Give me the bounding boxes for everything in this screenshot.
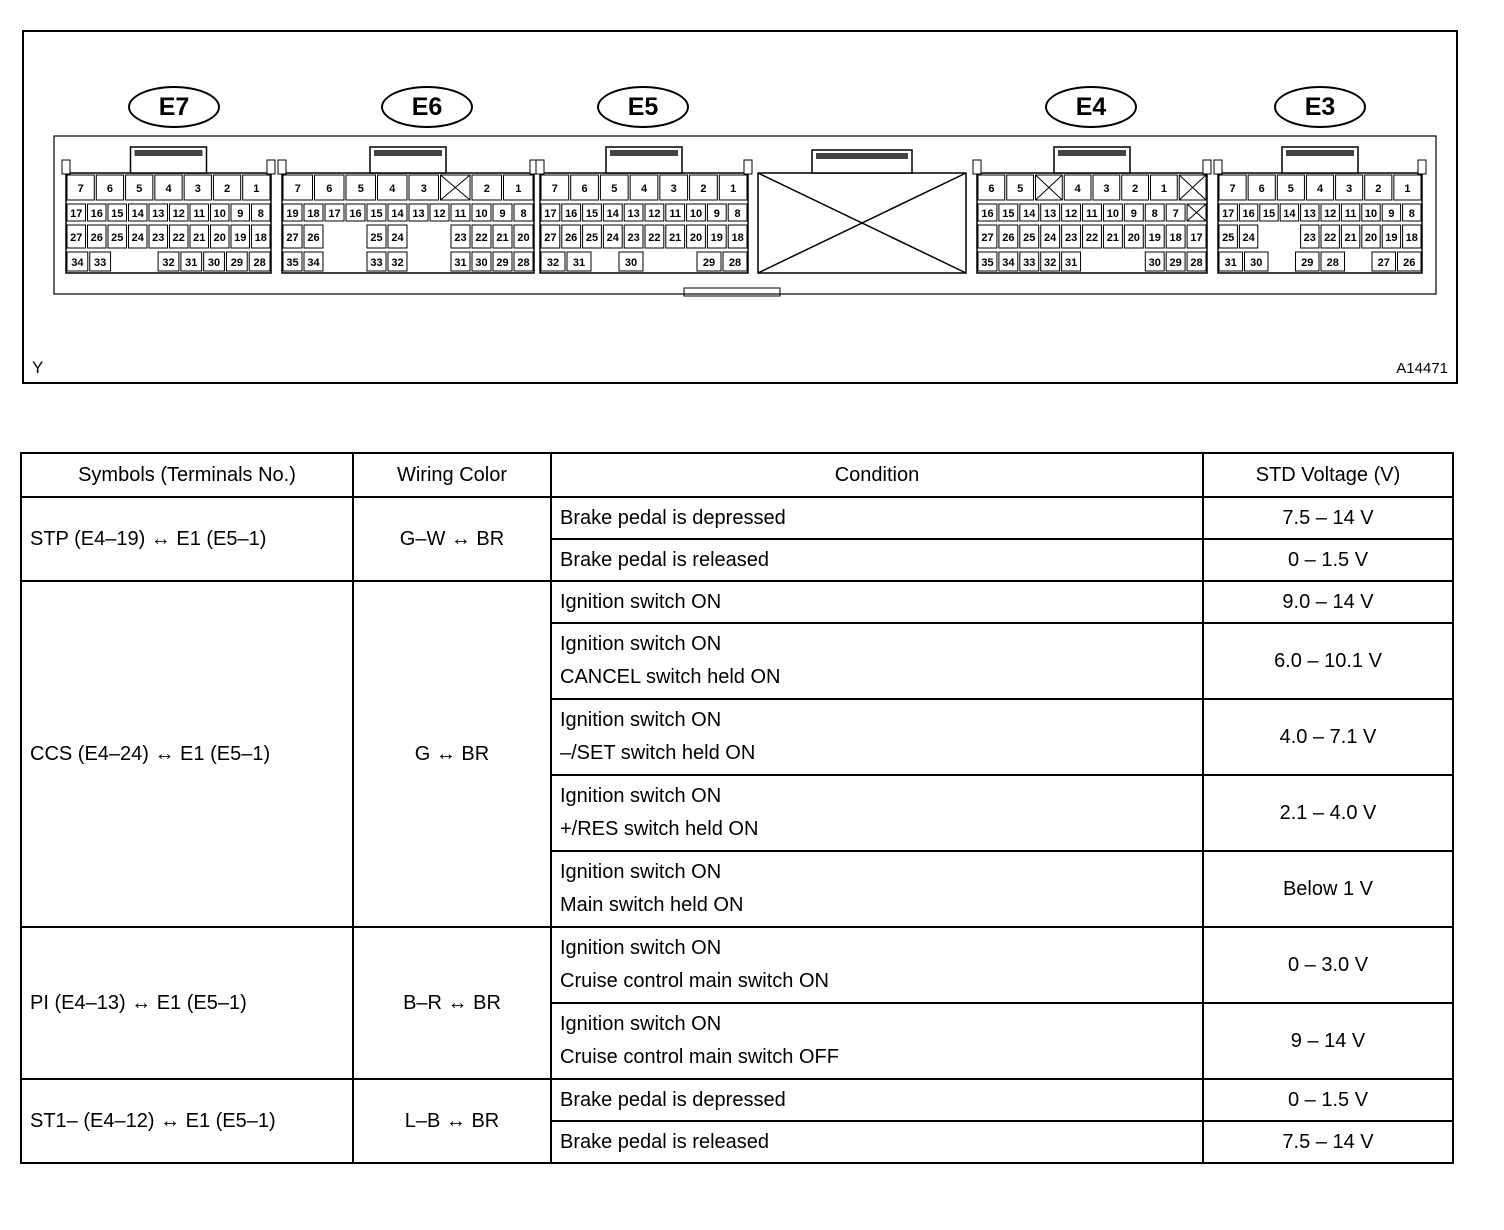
pin-label: 32 [546,257,560,269]
pin-label: 13 [412,208,425,220]
condition-line: CANCEL switch held ON [560,666,781,688]
pin-label: 33 [94,257,107,269]
voltage-cell: 2.1 – 4.0 V [1203,775,1453,851]
pin-label: 29 [1301,257,1314,269]
pin-label: 27 [544,232,557,244]
pin-label: 23 [454,232,467,244]
pin-label: 4 [1316,183,1324,195]
condition-cell [551,699,1203,775]
pin-label: 20 [689,232,703,244]
pin-label: 24 [1242,232,1255,244]
pin-label: 9 [237,208,244,220]
header-wiring: Wiring Color [353,453,551,497]
pin-label: 19 [710,232,723,244]
pin-label: 17 [70,208,83,220]
pin-label: 27 [70,232,83,244]
pin-label: 22 [1085,232,1099,244]
pin-label: 13 [1044,208,1057,220]
pin-label: 10 [1106,208,1120,220]
pin-label: 16 [981,208,994,220]
pin-label: 8 [734,208,741,220]
pin-label: 9 [1130,208,1137,220]
connector-latch-bar-e5 [610,150,678,156]
condition-line: Brake pedal is depressed [560,506,786,529]
pin-label: 5 [357,183,364,195]
blank-connector-latch-bar [816,153,908,159]
pin-label: 26 [1403,257,1416,269]
connector-key-e7 [267,160,275,174]
pin-label: 2 [700,183,707,195]
pin-label: 26 [307,232,320,244]
pin-label: 30 [1148,257,1161,269]
pin-label: 11 [669,208,682,220]
symbol-cell: PI (E4–13) ↔ E1 (E5–1) [21,927,353,1079]
pin-label: 24 [1044,232,1057,244]
header-symbols: Symbols (Terminals No.) [21,453,353,497]
pin-label: 3 [1103,183,1110,195]
pin-label: 30 [1250,257,1263,269]
pin-label: 5 [1017,183,1024,195]
pin-label: 10 [1364,208,1378,220]
condition-line: Ignition switch ON [560,1013,722,1035]
pin-label: 35 [981,257,994,269]
pin-label: 22 [172,232,185,244]
connector-label-e5: E5 [597,86,689,128]
condition-line: Cruise control main switch ON [560,970,829,992]
pin-label: 13 [152,208,165,220]
pin-label: 11 [1086,208,1098,220]
connector-label-e6: E6 [381,86,473,128]
corner-letter: Y [32,358,44,377]
pin-label: 19 [234,232,247,244]
pin-label: 27 [1377,257,1390,269]
pin-label: 18 [1405,232,1418,244]
pin-label: 2 [1132,183,1139,195]
pin-label: 21 [193,232,206,244]
condition-cell [551,623,1203,699]
pin-label: 31 [572,257,586,269]
pin-label: 22 [1324,232,1337,244]
condition-cell [551,581,1203,623]
pin-label: 32 [391,257,404,269]
pin-label: 9 [713,208,720,220]
connector-key-e3 [1418,160,1426,174]
pin-label: 1 [1160,183,1167,195]
pin-label: 17 [1222,208,1235,220]
voltage-cell: 6.0 – 10.1 V [1203,623,1453,699]
pin-label: 19 [1385,232,1398,244]
table-row [21,581,1453,623]
pin-label: 3 [420,183,427,195]
pin-label: 4 [1074,183,1081,195]
pin-label: 7 [1172,208,1179,220]
pin-label: 19 [286,208,299,220]
pin-label: 1 [1404,183,1411,195]
pin-label: 20 [1127,232,1140,244]
condition-line: Ignition switch ON [560,590,722,613]
pin-label: 4 [389,183,396,195]
pin-label: 28 [253,257,266,269]
pin-label: 12 [1064,208,1078,220]
pin-label: 20 [213,232,226,244]
voltage-spec-table [20,452,1454,1164]
pin-label: 25 [111,232,124,244]
voltage-cell: 9.0 – 14 V [1203,581,1453,623]
pin-label: 6 [581,183,588,195]
condition-line: Ignition switch ON [560,861,722,883]
figure-id: A14471 [1396,360,1448,377]
pin-label: 15 [1262,208,1276,220]
pin-label: 10 [213,208,226,220]
connector-key-e4 [973,160,981,174]
pin-label: 5 [1287,183,1294,195]
pin-label: 25 [370,232,383,244]
pin-label: 19 [1148,232,1161,244]
pin-label: 14 [1023,208,1036,220]
symbol-cell: STP (E4–19) ↔ E1 (E5–1) [21,497,353,581]
pin-label: 6 [988,183,995,195]
condition-cell [551,497,1203,539]
pin-label: 18 [254,232,267,244]
pin-label: 11 [454,208,467,220]
ecu-connector-diagram [22,30,1458,384]
pin-label: 28 [1190,257,1203,269]
pin-label: 1 [515,183,522,195]
pin-label: 32 [162,257,175,269]
condition-cell [551,539,1203,581]
pin-label: 21 [1344,232,1357,244]
pin-label: 2 [224,183,231,195]
pin-label: 2 [483,183,490,195]
connector-key-e5 [536,160,544,174]
voltage-cell: 0 – 1.5 V [1203,539,1453,581]
connector-label-e4: E4 [1045,86,1137,128]
condition-line: Ignition switch ON [560,709,722,731]
pin-label: 28 [1326,257,1339,269]
connector-drawing [24,32,1456,382]
pin-label: 6 [106,183,113,195]
pin-label: 21 [1106,232,1120,244]
pin-label: 18 [307,208,320,220]
pin-label: 27 [981,232,994,244]
condition-line: Brake pedal is released [560,1130,770,1153]
header-condition: Condition [551,453,1203,497]
pin-label: 11 [1344,208,1357,220]
voltage-cell: 9 – 14 V [1203,1003,1453,1079]
pin-label: 12 [172,208,185,220]
pin-label: 8 [520,208,527,220]
pin-label: 29 [702,257,716,269]
pin-label: 14 [131,208,144,220]
pin-label: 15 [585,208,599,220]
pin-label: 31 [454,257,467,269]
pin-label: 29 [230,257,243,269]
pin-label: 22 [648,232,661,244]
condition-cell [551,1079,1203,1121]
condition-cell [551,927,1203,1003]
pin-label: 14 [391,208,404,220]
wiring-cell: G–W ↔ BR [353,497,551,581]
condition-cell [551,775,1203,851]
pin-label: 20 [1364,232,1378,244]
table-row [21,497,1453,539]
voltage-cell: 7.5 – 14 V [1203,497,1453,539]
pin-label: 31 [1064,257,1078,269]
pin-label: 5 [611,183,618,195]
connector-latch-bar-e7 [135,150,203,156]
pin-label: 3 [670,183,677,195]
condition-line: Ignition switch ON [560,937,722,959]
pin-label: 34 [1002,257,1015,269]
pin-label: 15 [111,208,124,220]
connector-key-e3 [1214,160,1222,174]
connector-latch-bar-e6 [374,150,442,156]
pin-label: 17 [1190,232,1203,244]
pin-label: 23 [152,232,165,244]
condition-line: Cruise control main switch OFF [560,1046,839,1068]
pin-label: 34 [307,257,320,269]
pin-label: 14 [1283,208,1296,220]
pin-label: 21 [496,232,509,244]
pin-label: 28 [517,257,530,269]
pin-label: 20 [517,232,530,244]
pin-label: 35 [286,257,299,269]
condition-line: Main switch held ON [560,894,744,916]
pin-label: 18 [731,232,744,244]
pin-label: 7 [77,183,84,195]
pin-label: 16 [349,208,362,220]
pin-label: 24 [606,232,619,244]
symbol-cell: ST1– (E4–12) ↔ E1 (E5–1) [21,1079,353,1163]
voltage-cell: Below 1 V [1203,851,1453,927]
pin-label: 23 [627,232,640,244]
condition-line: Brake pedal is released [560,548,770,571]
pin-label: 30 [624,257,638,269]
pin-label: 1 [730,183,737,195]
pin-label: 23 [1064,232,1078,244]
pin-label: 26 [90,232,103,244]
table-row [21,1079,1453,1121]
pin-label: 25 [1023,232,1036,244]
pin-label: 21 [669,232,682,244]
pin-label: 7 [1229,183,1236,195]
condition-line: Brake pedal is depressed [560,1088,786,1111]
wiring-cell: L–B ↔ BR [353,1079,551,1163]
pin-label: 32 [1044,257,1057,269]
pin-label: 10 [475,208,488,220]
connector-key-e4 [1203,160,1211,174]
pin-label: 31 [185,257,198,269]
pin-label: 3 [194,183,201,195]
pin-label: 13 [627,208,640,220]
pin-label: 4 [165,183,172,195]
pin-label: 1 [253,183,260,195]
pin-label: 14 [606,208,619,220]
pin-label: 30 [207,257,221,269]
condition-line: +/RES switch held ON [560,818,759,840]
pin-label: 15 [370,208,383,220]
pin-label: 17 [328,208,341,220]
pin-label: 23 [1303,232,1316,244]
pin-label: 2 [1375,183,1382,195]
voltage-cell: 4.0 – 7.1 V [1203,699,1453,775]
pin-label: 6 [326,183,333,195]
pin-label: 9 [499,208,506,220]
pin-label: 24 [391,232,404,244]
pin-label: 6 [1258,183,1265,195]
condition-line: Ignition switch ON [560,633,722,655]
pin-label: 7 [294,183,301,195]
pin-label: 31 [1224,257,1237,269]
pin-label: 8 [1151,208,1158,220]
pin-label: 17 [544,208,557,220]
voltage-cell: 7.5 – 14 V [1203,1121,1453,1163]
pin-label: 33 [370,257,383,269]
connector-key-e5 [744,160,752,174]
pin-label: 5 [136,183,143,195]
pin-label: 25 [1222,232,1235,244]
pin-label: 12 [1324,208,1337,220]
pin-label: 4 [640,183,648,195]
connector-label-e7: E7 [128,86,220,128]
voltage-cell: 0 – 3.0 V [1203,927,1453,1003]
pin-label: 25 [585,232,599,244]
pin-label: 27 [286,232,299,244]
pin-label: 29 [1169,257,1182,269]
pin-label: 22 [475,232,488,244]
pin-label: 24 [131,232,144,244]
pin-label: 16 [90,208,103,220]
connector-key-e7 [62,160,70,174]
housing-tab [684,288,780,296]
connector-label-e3: E3 [1274,86,1366,128]
pin-label: 10 [689,208,703,220]
wiring-cell: B–R ↔ BR [353,927,551,1079]
connector-latch-bar-e4 [1058,150,1126,156]
pin-label: 26 [1002,232,1015,244]
pin-label: 12 [433,208,446,220]
table-row [21,927,1453,1003]
pin-label: 34 [71,257,84,269]
pin-label: 3 [1346,183,1353,195]
pin-label: 30 [475,257,488,269]
table-header-row [21,453,1453,497]
pin-label: 16 [565,208,578,220]
pin-label: 8 [257,208,264,220]
pin-label: 33 [1023,257,1036,269]
wiring-cell: G ↔ BR [353,581,551,927]
connector-latch-bar-e3 [1286,150,1354,156]
pin-label: 26 [565,232,578,244]
condition-line: Ignition switch ON [560,785,722,807]
condition-cell [551,851,1203,927]
pin-label: 13 [1303,208,1316,220]
pin-label: 7 [551,183,558,195]
pin-label: 12 [648,208,661,220]
voltage-cell: 0 – 1.5 V [1203,1079,1453,1121]
pin-label: 28 [728,257,742,269]
pin-label: 18 [1169,232,1182,244]
pin-label: 9 [1388,208,1395,220]
condition-line: –/SET switch held ON [560,742,756,764]
condition-cell [551,1003,1203,1079]
header-voltage: STD Voltage (V) [1203,453,1453,497]
connector-key-e6 [278,160,286,174]
pin-label: 15 [1002,208,1015,220]
pin-label: 29 [496,257,509,269]
condition-cell [551,1121,1203,1163]
pin-label: 16 [1242,208,1255,220]
pin-label: 8 [1408,208,1415,220]
pin-label: 11 [193,208,206,220]
symbol-cell: CCS (E4–24) ↔ E1 (E5–1) [21,581,353,927]
